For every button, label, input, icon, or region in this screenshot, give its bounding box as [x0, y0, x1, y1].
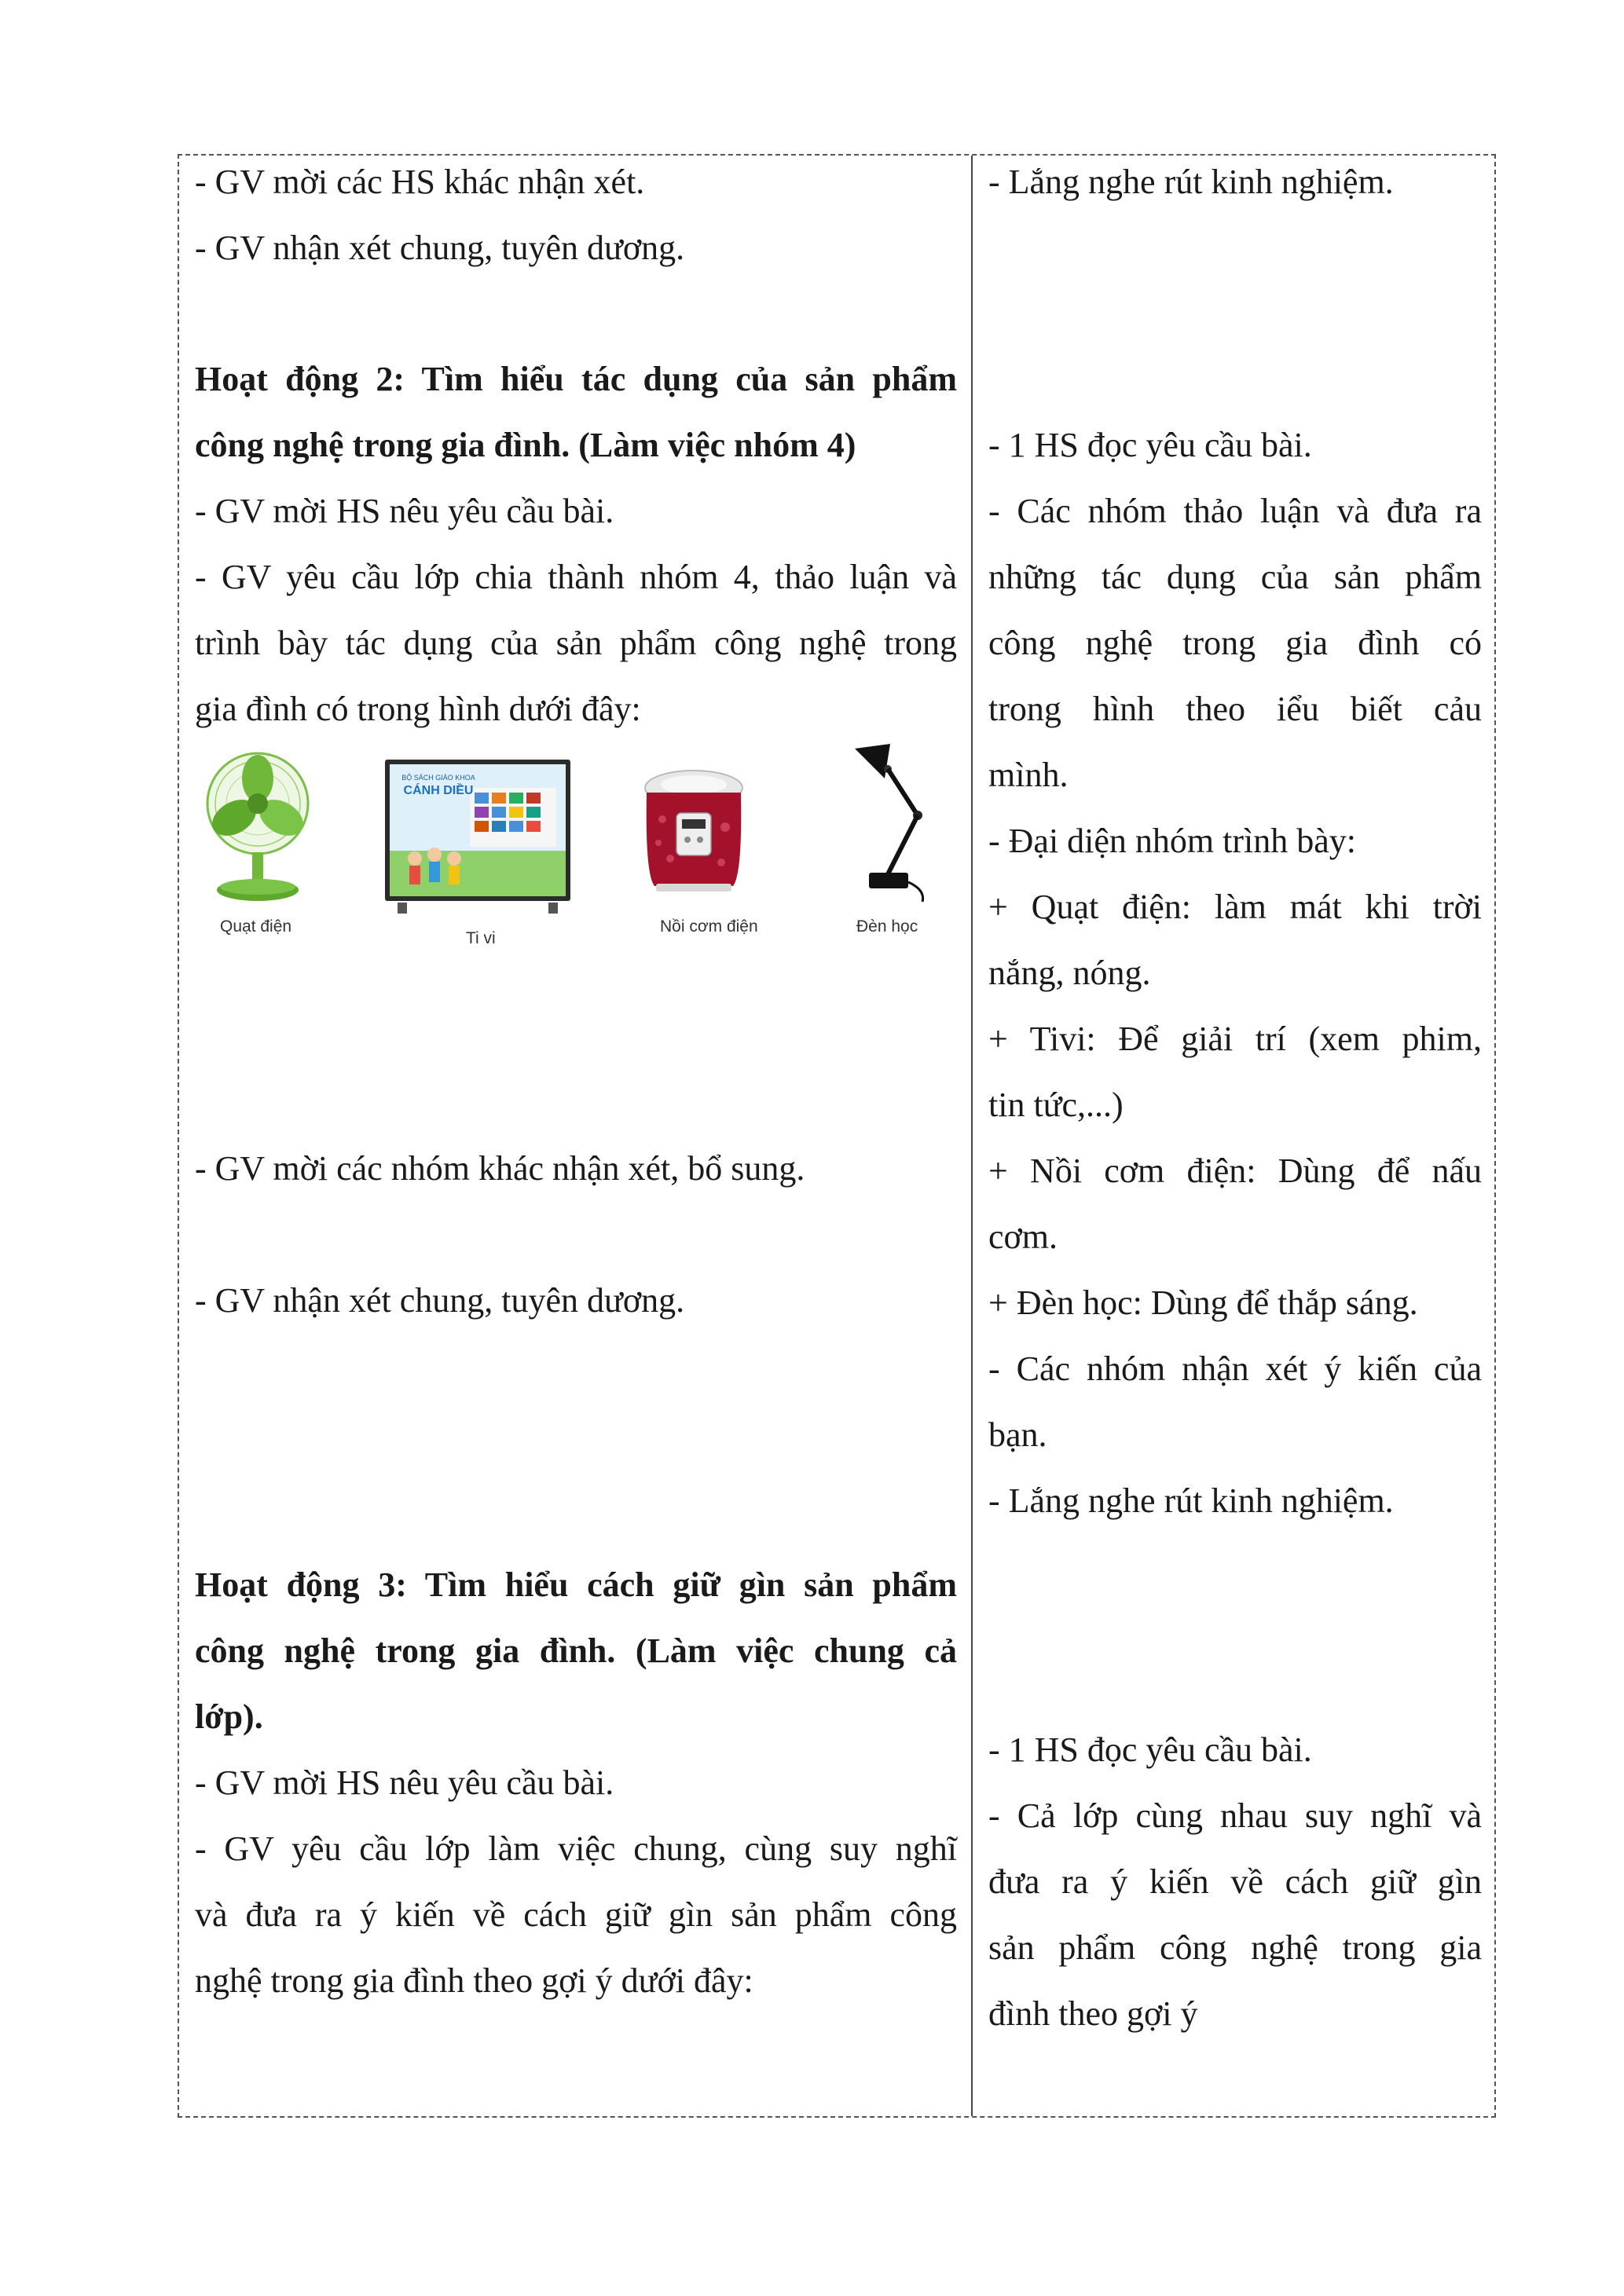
right-line: đình theo gợi ý — [988, 1994, 1198, 2033]
activity-3-heading: lớp). — [195, 1697, 263, 1736]
tv-screen-text: BỘ SÁCH GIÁO KHOA — [401, 774, 475, 782]
right-line: những tác dụng của sản phẩm — [988, 558, 1482, 596]
left-line: gia đình có trong hình dưới đây: — [195, 690, 641, 728]
right-line: - Các nhóm nhận xét ý kiến của — [988, 1349, 1482, 1388]
right-line: công nghệ trong gia đình có — [988, 624, 1482, 662]
left-line: - GV nhận xét chung, tuyên dương. — [195, 229, 685, 267]
fan-caption: Quạt điện — [220, 917, 292, 936]
activity-3-heading: công nghệ trong gia đình. (Làm việc chung cả — [195, 1631, 957, 1670]
right-line: + Tivi: Để giải trí (xem phim, — [988, 1020, 1482, 1058]
right-line: sản phẩm công nghệ trong gia — [988, 1928, 1482, 1967]
right-line: - Lắng nghe rút kinh nghiệm. — [988, 1481, 1394, 1520]
left-line: - GV yêu cầu lớp chia thành nhóm 4, thảo luận và — [195, 558, 957, 596]
lesson-table — [178, 154, 1496, 2118]
tv-screen-text: CÁNH DIỀU — [403, 784, 474, 797]
left-line: - GV nhận xét chung, tuyên dương. — [195, 1281, 685, 1320]
right-line: + Đèn học: Dùng để thắp sáng. — [988, 1283, 1418, 1322]
rice-cooker-caption: Nồi cơm điện — [660, 917, 758, 936]
tv-caption: Ti vi — [466, 929, 496, 947]
right-line: bạn. — [988, 1415, 1047, 1454]
right-line: nắng, nóng. — [988, 954, 1151, 992]
activity-2-heading: Hoạt động 2: Tìm hiểu tác dụng của sản phẩm — [195, 360, 957, 398]
activity-3-heading: Hoạt động 3: Tìm hiểu cách giữ gìn sản phẩm — [195, 1565, 957, 1604]
right-line: cơm. — [988, 1218, 1058, 1256]
left-line: - GV mời các nhóm khác nhận xét, bổ sung. — [195, 1149, 805, 1188]
desk-lamp-image — [847, 741, 941, 906]
right-line: tin tức,...) — [988, 1086, 1124, 1124]
activity-2-heading: công nghệ trong gia đình. (Làm việc nhóm 4) — [195, 426, 856, 464]
right-line: - Lắng nghe rút kinh nghiệm. — [988, 163, 1394, 201]
rice-cooker-image — [639, 764, 749, 898]
right-line: mình. — [988, 756, 1069, 794]
right-line: trong hình theo iểu biết cảu — [988, 690, 1482, 728]
left-line: và đưa ra ý kiến về cách giữ gìn sản phẩm công — [195, 1895, 957, 1934]
left-line: - GV mời HS nêu yêu cầu bài. — [195, 1763, 614, 1802]
electric-fan-image — [203, 749, 313, 906]
left-line: - GV yêu cầu lớp làm việc chung, cùng suy nghĩ — [195, 1829, 957, 1868]
product-images — [203, 741, 941, 953]
left-line: - GV mời các HS khác nhận xét. — [195, 163, 645, 201]
right-line: đưa ra ý kiến về cách giữ gìn — [988, 1862, 1482, 1901]
right-line: - Các nhóm thảo luận và đưa ra — [988, 492, 1482, 530]
right-line: + Quạt điện: làm mát khi trời — [988, 888, 1482, 926]
tv-image — [383, 756, 572, 921]
desk-lamp-caption: Đèn học — [856, 917, 918, 936]
right-line: - 1 HS đọc yêu cầu bài. — [988, 1730, 1312, 1769]
right-line: - 1 HS đọc yêu cầu bài. — [988, 426, 1312, 464]
column-divider — [971, 156, 973, 2116]
left-line: trình bày tác dụng của sản phẩm công nghệ trong — [195, 624, 957, 662]
right-line: - Đại diện nhóm trình bày: — [988, 822, 1357, 860]
left-line: - GV mời HS nêu yêu cầu bài. — [195, 492, 614, 530]
right-line: + Nồi cơm điện: Dùng để nấu — [988, 1152, 1482, 1190]
right-line: - Cả lớp cùng nhau suy nghĩ và — [988, 1796, 1482, 1835]
left-line: nghệ trong gia đình theo gợi ý dưới đây: — [195, 1961, 753, 2000]
